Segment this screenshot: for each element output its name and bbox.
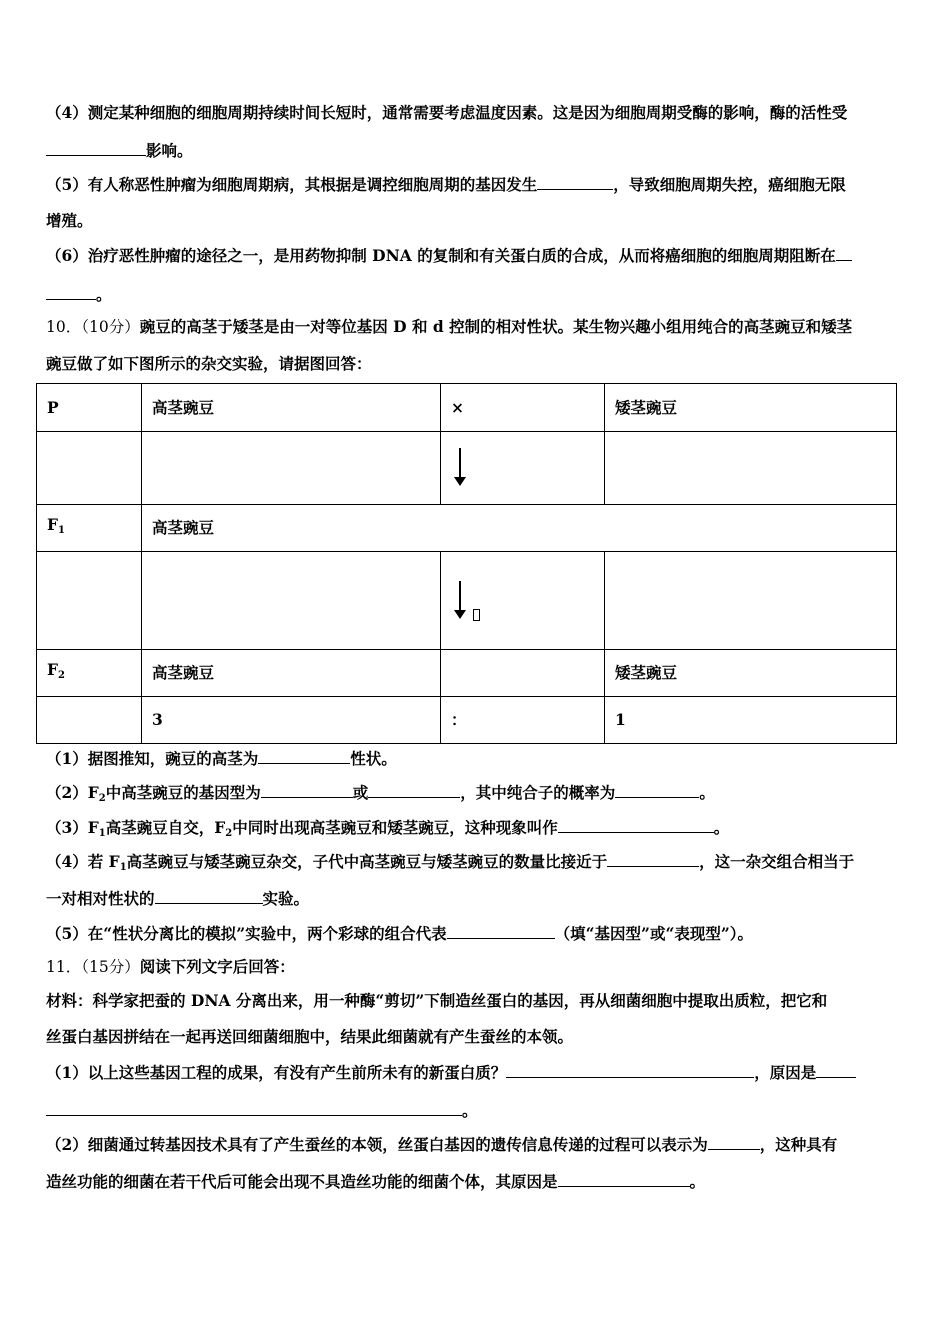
arrow-cell — [441, 432, 605, 505]
empty-cell — [37, 552, 142, 650]
q9-part5-text: （5）有人称恶性肿瘤为细胞周期病，其根据是调控细胞周期的基因发生 — [46, 175, 538, 194]
q9-part4-tail: 影响。 — [146, 141, 193, 160]
q11-stem — [46, 957, 904, 977]
q10-sub3: $(3)F_1$高茎豌豆自交，$F_2$中同时出现高茎豌豆和矮茎豌豆，这种现象叫作 。 — [46, 818, 730, 839]
q11-sub2-line1: （2）细菌通过转基因技术具有了产生蚕丝的本领，丝蛋白基因的遗传信息传递的过程可以表示为 ，这种具有 — [46, 1135, 838, 1154]
q9-part4-line2 — [46, 140, 904, 161]
ratio-tall: 3 — [142, 697, 441, 744]
answer-blank[interactable] — [447, 923, 555, 939]
answer-blank[interactable] — [155, 888, 263, 904]
q11-stem-text: 阅读下列文字后回答： — [139, 957, 295, 976]
q11-sub1-line2: 。 — [46, 1100, 904, 1121]
arrow-cell — [441, 552, 605, 650]
p-tall-pea: 高茎豌豆 — [142, 384, 441, 432]
q10-sub4-line1: （4）若 $F_1$高茎豌豆与矮茎豌豆杂交，子代中高茎豌豆与矮茎豌豆的数量比接近于 ，这一杂交组合相当于 — [46, 852, 855, 873]
f2-dwarf-pea: 矮茎豌豆 — [605, 650, 897, 697]
f2-tall-pea: 高茎豌豆 — [142, 650, 441, 697]
empty-cell — [605, 432, 897, 505]
q9-part6-tail: 。 — [96, 285, 112, 304]
cross-symbol: × — [441, 384, 605, 432]
q9-part6-line2 — [46, 284, 904, 305]
answer-blank[interactable] — [258, 748, 350, 764]
q9-part6-line1 — [46, 245, 904, 266]
empty-cell — [37, 432, 142, 505]
answer-blank[interactable] — [816, 1062, 856, 1078]
q11-sub2-line2: 造丝功能的细菌在若干代后可能会出现不具造丝功能的细菌个体，其原因是 。 — [46, 1172, 706, 1191]
q9-part6-text: （6）治疗恶性肿瘤的途径之一，是用药物抑制 DNA 的复制和有关蛋白质的合成，从而将癌细胞的细胞周期阻断在 — [46, 246, 836, 265]
f1-tall-pea: 高茎豌豆 — [142, 505, 897, 552]
down-arrow-icon — [451, 448, 594, 488]
ratio-dwarf: 1 — [605, 697, 897, 744]
q10-stem-line1 — [46, 317, 904, 337]
q10-stem-text: 豌豆的高茎于矮茎是由一对等位基因 D 和 d 控制的相对性状。某生物兴趣小组用纯合的高茎豌豆和矮茎 — [139, 317, 853, 336]
cross-experiment-table — [36, 383, 897, 744]
q11-number: 11． — [46, 958, 82, 976]
p-dwarf-pea: 矮茎豌豆 — [605, 384, 897, 432]
table-row-arrow-2 — [37, 552, 897, 650]
f2-generation-label: $F_2$ — [37, 650, 142, 697]
p-generation-label: P — [37, 384, 142, 432]
q9-part5-mid: ，导致细胞周期失控，癌细胞无限 — [613, 175, 846, 194]
empty-cell — [605, 552, 897, 650]
table-row-ratio — [37, 697, 897, 744]
answer-blank[interactable] — [836, 245, 852, 261]
q11-material-line1: 材料：科学家把蚕的 DNA 分离出来，用一种酶“剪切”下制造丝蛋白的基因，再从细菌细胞中提取出质粒，把它和 — [46, 991, 828, 1010]
q10-stem-text-2: 豌豆做了如下图所示的杂交实验，请据图回答： — [46, 354, 372, 373]
empty-cell — [142, 432, 441, 505]
table-row-arrow-1 — [37, 432, 897, 505]
q9-part5-line1 — [46, 174, 904, 195]
answer-blank[interactable] — [261, 782, 353, 798]
selfing-arrow-icon — [451, 581, 594, 621]
answer-blank[interactable] — [558, 1171, 690, 1187]
answer-blank[interactable] — [368, 782, 460, 798]
q10-sub5: （5）在“性状分离比的模拟”实验中，两个彩球的组合代表 （填“基因型”或“表现型”）。 — [46, 924, 754, 943]
q9-part4-line1 — [46, 103, 904, 123]
table-row-f2 — [37, 650, 897, 697]
empty-cell — [37, 697, 142, 744]
answer-blank[interactable] — [615, 782, 699, 798]
q9-part4-text: （4）测定某种细胞的细胞周期持续时间长短时，通常需要考虑温度因素。这是因为细胞周期受酶的影响，酶的活性受 — [46, 103, 848, 122]
answer-blank[interactable] — [46, 284, 96, 300]
answer-blank[interactable] — [506, 1062, 754, 1078]
answer-blank[interactable] — [46, 140, 146, 156]
q10-sub2: $(2)F_2$中高茎豌豆的基因型为 或 ，其中纯合子的概率为 。 — [46, 783, 715, 804]
table-row-f1 — [37, 505, 897, 552]
empty-cell — [142, 552, 441, 650]
q10-stem-line2 — [46, 354, 904, 374]
f1-generation-label: $F_1$ — [37, 505, 142, 552]
answer-blank[interactable] — [46, 1100, 462, 1116]
empty-cell — [441, 650, 605, 697]
q11-score: （15分） — [81, 958, 140, 976]
q10-score: （10分） — [81, 318, 140, 336]
q10-number: 10． — [46, 318, 82, 336]
q11-material-line2: 丝蛋白基因拼结在一起再送回细菌细胞中，结果此细菌就有产生蚕丝的本领。 — [46, 1027, 574, 1046]
answer-blank[interactable] — [708, 1134, 760, 1150]
answer-blank[interactable] — [607, 851, 699, 867]
answer-blank[interactable] — [537, 174, 613, 190]
table-row-p — [37, 384, 897, 432]
q10-sub1: （1）据图推知，豌豆的高茎为 性状。 — [46, 749, 397, 768]
q11-sub1-line1: （1）以上这些基因工程的成果，有没有产生前所未有的新蛋白质？ ，原因是 — [46, 1062, 904, 1083]
q10-sub4-line2: 一对相对性状的 实验。 — [46, 889, 310, 908]
q9-part5-tail: 增殖。 — [46, 211, 93, 230]
q9-part5-line2 — [46, 211, 904, 231]
ratio-separator: ： — [441, 697, 605, 744]
answer-blank[interactable] — [558, 817, 714, 833]
